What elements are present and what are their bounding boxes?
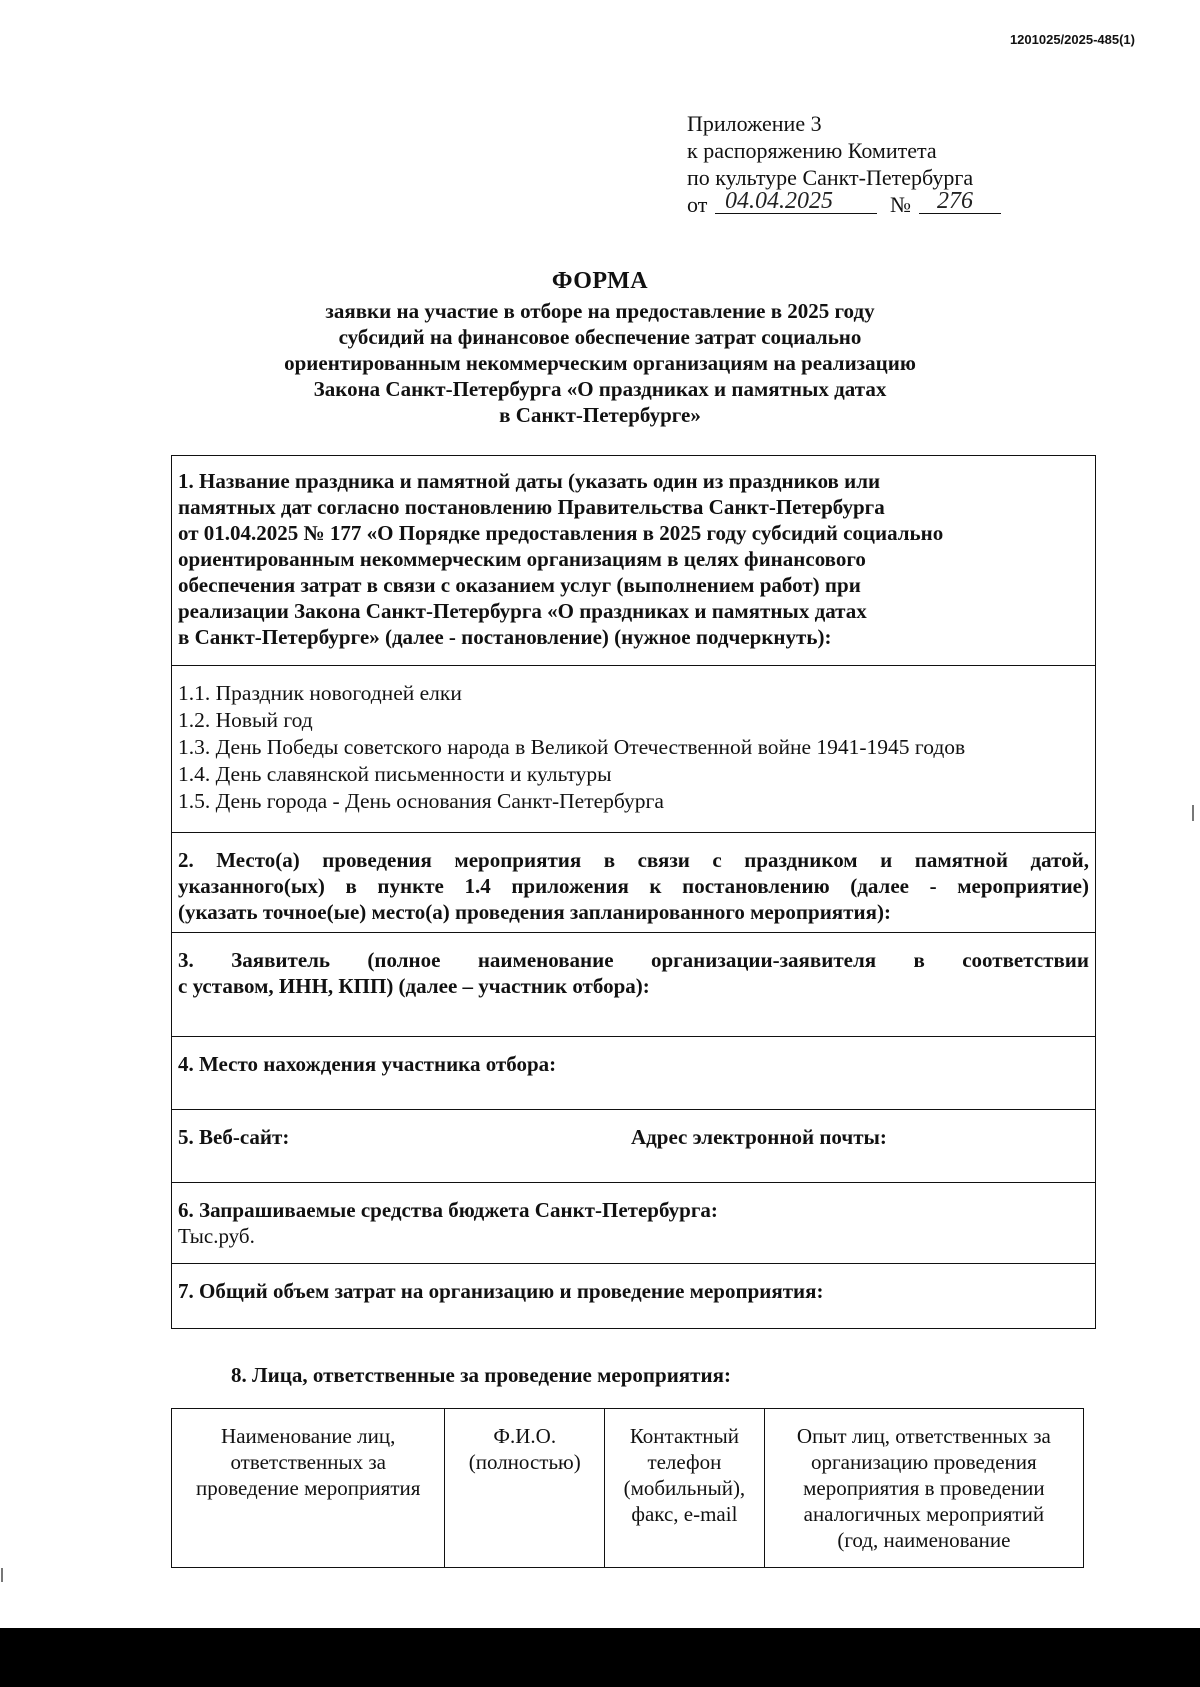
- responsible-persons-table: [171, 1408, 1084, 1568]
- attachment-line-2: к распоряжению Комитета: [687, 138, 937, 163]
- from-label: от: [687, 192, 708, 217]
- section-4-label: 4. Место нахождения участника отбора:: [178, 1052, 557, 1076]
- scan-edge-mark: [1192, 805, 1194, 821]
- subtitle-line: в Санкт-Петербурге»: [499, 403, 701, 427]
- header-experience: [765, 1409, 1083, 1567]
- section-8-heading: 8. Лица, ответственные за проведение мероприятия:: [231, 1363, 731, 1387]
- attachment-date-line: [687, 188, 973, 218]
- holiday-option-1-4[interactable]: 1.4. День славянской письменности и культуры: [178, 762, 612, 786]
- section-1-heading-line: реализации Закона Санкт-Петербурга «О праздниках и памятных датах: [178, 599, 867, 623]
- header-line: Наименование лиц,: [221, 1424, 396, 1448]
- section-1-options: [172, 666, 1095, 833]
- section-1-heading-line: от 01.04.2025 № 177 «О Порядке предоставления в 2025 году субсидий социально: [178, 521, 944, 545]
- scan-edge-mark: [1, 1568, 3, 1582]
- header-line: телефон: [647, 1450, 722, 1474]
- header-line: (полностью): [468, 1450, 581, 1474]
- section-2-line: указанного(ых) в пункте 1.4 приложения к постановлению (далее - мероприятие): [178, 874, 1089, 898]
- subtitle-line: субсидий на финансовое обеспечение затрат социально: [338, 325, 862, 349]
- section-7-label: 7. Общий объем затрат на организацию и проведение мероприятия:: [178, 1279, 824, 1303]
- header-full-name: [445, 1409, 605, 1567]
- subtitle-line: ориентированным некоммерческим организациям на реализацию: [284, 351, 916, 375]
- header-person-role: [172, 1409, 445, 1567]
- section-3-line: с уставом, ИНН, КПП) (далее – участник отбора):: [178, 974, 650, 998]
- form-title: ФОРМА: [551, 268, 649, 294]
- section-1-heading-line: 1. Название праздника и памятной даты (указать один из праздников или: [178, 469, 881, 493]
- header-line: организацию проведения: [811, 1450, 1037, 1474]
- header-line: (год, наименование: [837, 1528, 1011, 1552]
- section-1-heading-line: обеспечения затрат в связи с оказанием услуг (выполнением работ) при: [178, 573, 861, 597]
- section-1-heading-line: в Санкт-Петербурге» (далее - постановление) (нужное подчеркнуть):: [178, 625, 832, 649]
- section-6-funds: [172, 1183, 1095, 1264]
- email-label: Адрес электронной почты:: [631, 1125, 887, 1149]
- section-6-heading: 6. Запрашиваемые средства бюджета Санкт-Петербурга:: [178, 1198, 718, 1222]
- handwritten-date: 04.04.2025: [725, 188, 833, 214]
- attachment-block: [687, 110, 973, 218]
- section-5-contacts: [172, 1110, 1095, 1183]
- holiday-option-1-3[interactable]: 1.3. День Победы советского народа в Великой Отечественной войне 1941-1945 годов: [178, 735, 966, 759]
- header-line: (мобильный),: [623, 1476, 746, 1500]
- section-7-total-costs: [172, 1264, 1095, 1330]
- header-line: факс, e-mail: [631, 1502, 738, 1526]
- handwritten-number: 276: [937, 188, 973, 214]
- number-label: №: [890, 192, 911, 217]
- header-line: аналогичных мероприятий: [803, 1502, 1045, 1526]
- header-line: мероприятия в проведении: [803, 1476, 1045, 1500]
- section-6-unit: Тыс.руб.: [178, 1224, 255, 1248]
- header-contacts: [605, 1409, 765, 1567]
- attachment-line-1: Приложение 3: [687, 111, 822, 136]
- holiday-option-1-1[interactable]: 1.1. Праздник новогодней елки: [178, 681, 462, 705]
- holiday-option-1-2[interactable]: 1.2. Новый год: [178, 708, 313, 732]
- header-line: Контактный: [629, 1424, 739, 1448]
- form-subtitle: [150, 298, 1050, 428]
- document-id: 1201025/2025-485(1): [1009, 32, 1135, 47]
- scan-bottom-bar: [0, 1628, 1200, 1687]
- section-4-location: [172, 1037, 1095, 1110]
- application-form-table: [171, 455, 1096, 1329]
- header-line: проведение мероприятия: [195, 1476, 421, 1500]
- subtitle-line: Закона Санкт-Петербурга «О праздниках и памятных датах: [313, 377, 887, 401]
- attachment-line-3: по культуре Санкт-Петербурга: [687, 165, 974, 190]
- section-3-applicant: [172, 933, 1095, 1037]
- section-1-heading: [172, 456, 1095, 666]
- section-1-heading-line: ориентированным некоммерческим организациям в целях финансового: [178, 547, 866, 571]
- holiday-option-1-5[interactable]: 1.5. День города - День основания Санкт-Петербурга: [178, 789, 664, 813]
- subtitle-line: заявки на участие в отборе на предоставление в 2025 году: [325, 299, 875, 323]
- header-line: Ф.И.О.: [493, 1424, 557, 1448]
- header-line: Опыт лиц, ответственных за: [796, 1424, 1051, 1448]
- section-2-line: (указать точное(ые) место(а) проведения запланированного мероприятия):: [178, 900, 891, 924]
- section-2-line: 2. Место(а) проведения мероприятия в связи с праздником и памятной датой,: [178, 848, 1089, 872]
- website-label: 5. Веб-сайт:: [178, 1125, 290, 1149]
- section-1-heading-line: памятных дат согласно постановлению Правительства Санкт-Петербурга: [178, 495, 885, 519]
- section-3-line: 3. Заявитель (полное наименование организации-заявителя в соответствии: [178, 948, 1089, 972]
- header-line: ответственных за: [230, 1450, 386, 1474]
- section-2-venue: [172, 833, 1095, 933]
